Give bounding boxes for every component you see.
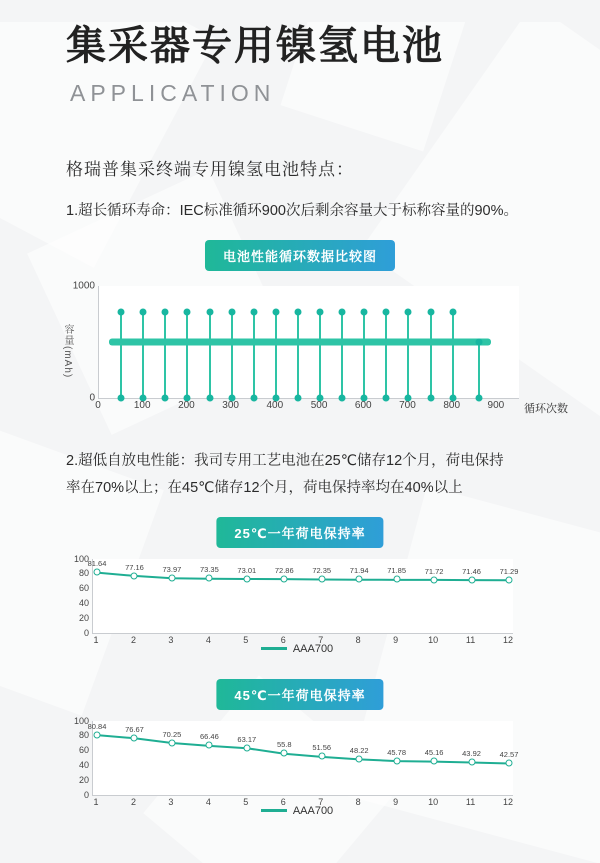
chart-ytick: 100 — [73, 715, 89, 726]
chart-point-label: 45.16 — [424, 748, 444, 758]
chart1-xtick: 700 — [399, 399, 416, 411]
chart-point — [431, 576, 438, 583]
chart-point — [168, 739, 175, 746]
chart-ytick: 80 — [78, 568, 89, 579]
legend-swatch — [261, 809, 287, 812]
chart-point-label: 70.25 — [162, 729, 182, 739]
chart2-title: 25℃一年荷电保持率 — [216, 517, 383, 548]
chart-ytick: 40 — [78, 760, 89, 771]
chart-point — [356, 576, 363, 583]
chart-ytick: 40 — [78, 598, 89, 609]
chart-ytick: 80 — [78, 730, 89, 741]
chart-point-label: 71.29 — [499, 566, 519, 576]
chart-xtick: 2 — [130, 634, 136, 645]
chart1-point — [206, 309, 213, 316]
chart-point-label: 45.78 — [387, 747, 407, 757]
chart-point — [393, 757, 400, 764]
chart1-baseline-bar — [109, 338, 491, 345]
chart-point-label: 73.97 — [162, 564, 182, 574]
chart3-plot — [73, 715, 519, 800]
chart-ytick: 0 — [83, 789, 89, 800]
chart1-stem — [253, 312, 255, 397]
chart-point — [206, 742, 213, 749]
chart-xtick: 10 — [428, 796, 439, 807]
chart-point — [281, 575, 288, 582]
chart1-point — [317, 309, 324, 316]
chart-point-label: 51.56 — [312, 743, 332, 753]
chart-ytick: 20 — [78, 612, 89, 623]
legend-label: AAA700 — [292, 804, 334, 817]
chart-xtick: 1 — [93, 634, 99, 645]
chart1-stem — [186, 312, 188, 397]
chart1-point — [427, 309, 434, 316]
chart1-point — [294, 309, 301, 316]
chart1-stem — [319, 312, 321, 397]
chart2-plot — [73, 553, 519, 638]
chart1-point — [383, 309, 390, 316]
chart-point — [318, 576, 325, 583]
chart-xtick: 9 — [393, 634, 399, 645]
chart1-xaxis — [95, 399, 518, 414]
chart-point-label: 71.72 — [424, 566, 444, 576]
chart-xtick: 3 — [168, 796, 174, 807]
chart-xtick: 2 — [130, 796, 136, 807]
chart-point — [243, 575, 250, 582]
chart-point-label: 81.64 — [87, 559, 107, 569]
feature-point-1: 1.超长循环寿命：IEC标准循环900次后剩余容量大于标称容量的90%。 — [66, 203, 518, 219]
chart-point — [431, 758, 438, 765]
chart1-stem — [142, 312, 144, 397]
chart1-stem — [297, 312, 299, 397]
chart-point-label: 72.35 — [312, 566, 332, 576]
chart-point-label: 63.17 — [237, 734, 257, 744]
chart1-stem — [478, 342, 480, 398]
chart1-stem — [120, 312, 122, 397]
chart-point-label: 72.86 — [274, 565, 294, 575]
chart1-xtick: 200 — [178, 399, 195, 411]
chart-point-label: 71.46 — [462, 566, 481, 576]
chart1-title: 电池性能循环数据比较图 — [205, 240, 395, 271]
chart-point-label: 76.67 — [125, 724, 144, 734]
chart1-stem — [385, 312, 387, 397]
chart-point-label: 73.35 — [199, 565, 219, 575]
chart-point-label: 42.57 — [499, 750, 519, 760]
chart-xtick: 5 — [243, 796, 249, 807]
chart1-point — [272, 309, 279, 316]
page-title: 集采器专用镍氢电池 — [66, 24, 444, 68]
chart1-ytick: 0 — [89, 392, 95, 404]
retention-45c-chart — [62, 717, 532, 827]
retention-25c-chart — [62, 555, 532, 665]
chart-point-label: 55.8 — [276, 740, 292, 750]
chart1-point — [184, 309, 191, 316]
chart-point — [281, 750, 288, 757]
chart1-ylabel: 容量(mAh) — [62, 323, 73, 378]
chart1-point — [228, 309, 235, 316]
chart-xtick: 4 — [205, 634, 211, 645]
chart-point — [468, 759, 475, 766]
chart1-point — [339, 309, 346, 316]
chart-xtick: 7 — [318, 796, 324, 807]
chart-xtick: 11 — [465, 796, 476, 807]
chart-point-label: 71.85 — [387, 566, 407, 576]
chart-ytick: 0 — [83, 627, 89, 638]
legend-label: AAA700 — [292, 642, 334, 655]
chart-ytick: 100 — [73, 553, 89, 564]
chart1-point — [250, 309, 257, 316]
chart-point — [506, 576, 513, 583]
chart-xtick: 8 — [355, 796, 361, 807]
chart1-stem — [341, 312, 343, 397]
lead-text: 格瑞普集采终端专用镍氢电池特点： — [66, 160, 354, 179]
chart-point-label: 77.16 — [125, 562, 144, 572]
chart2-banner — [48, 517, 552, 547]
feature-point-2: 2.超低自放电性能：我司专用工艺电池在25℃储存12个月，荷电保持率在70%以上；在45℃储存12个月，荷电保持率均在40%以上 — [66, 452, 504, 497]
chart-xtick: 4 — [205, 796, 211, 807]
page-subtitle: APPLICATION — [70, 80, 276, 106]
chart1-xtick: 100 — [133, 399, 151, 411]
chart1-plot — [72, 280, 519, 404]
chart-point-label: 73.01 — [237, 565, 257, 575]
chart-xtick: 11 — [465, 634, 476, 645]
chart-point — [168, 574, 175, 581]
chart1-stem — [275, 312, 277, 397]
chart1-stem — [231, 312, 233, 397]
chart-point-label: 71.94 — [349, 566, 369, 576]
chart-xtick: 9 — [393, 796, 399, 807]
chart1-xtick: 400 — [266, 399, 284, 411]
chart-xtick: 8 — [355, 634, 361, 645]
chart1-point — [140, 309, 147, 316]
chart3-banner — [48, 679, 552, 709]
chart-point-label: 66.46 — [199, 732, 219, 742]
chart-xtick: 6 — [280, 634, 286, 645]
chart1-stem — [363, 312, 365, 397]
chart-line — [93, 721, 513, 795]
chart1-banner — [48, 240, 552, 270]
chart-point — [131, 572, 138, 579]
chart-point — [393, 576, 400, 583]
chart1-point — [476, 338, 483, 345]
chart-line — [93, 559, 513, 633]
chart-xtick: 1 — [93, 796, 99, 807]
chart-point — [243, 744, 250, 751]
chart1-point — [361, 309, 368, 316]
legend-swatch — [261, 647, 287, 650]
chart1-stem — [164, 312, 166, 397]
chart1-xtick: 300 — [222, 399, 239, 411]
chart1-stem — [430, 312, 432, 397]
chart-xtick: 10 — [428, 634, 439, 645]
chart-point-label: 43.92 — [462, 749, 481, 759]
chart-xtick: 3 — [168, 634, 174, 645]
chart3-title: 45℃一年荷电保持率 — [216, 679, 383, 710]
chart1-point — [449, 309, 456, 316]
chart1-xtick: 800 — [443, 399, 461, 411]
chart1-point — [118, 309, 125, 316]
page — [0, 22, 600, 863]
chart-point-label: 48.22 — [349, 745, 369, 755]
chart1-stem — [452, 312, 454, 397]
chart-point — [206, 575, 213, 582]
chart-xtick: 12 — [502, 796, 514, 807]
chart-point — [468, 576, 475, 583]
chart1-stem — [209, 312, 211, 397]
chart-point — [94, 731, 101, 738]
chart-point — [506, 760, 513, 767]
chart-ytick: 20 — [78, 774, 89, 785]
chart-point — [318, 753, 325, 760]
cycle-capacity-chart — [62, 280, 568, 430]
chart-point — [356, 755, 363, 762]
chart-point — [94, 569, 101, 576]
chart1-xtick: 600 — [354, 399, 372, 411]
chart-point — [131, 734, 138, 741]
chart1-xtick: 0 — [95, 399, 101, 411]
chart-point-label: 80.84 — [87, 721, 107, 731]
chart1-point — [162, 309, 169, 316]
chart-ytick: 60 — [78, 583, 89, 594]
chart1-xlabel: 循环次数 — [524, 402, 568, 415]
chart1-stem — [407, 312, 409, 397]
chart-xtick: 12 — [502, 634, 514, 645]
chart-ytick: 60 — [78, 745, 89, 756]
chart1-point — [405, 309, 412, 316]
chart1-xtick: 900 — [487, 399, 505, 411]
chart1-ytick: 1000 — [72, 280, 95, 292]
chart-xtick: 7 — [318, 634, 324, 645]
chart-xtick: 6 — [280, 796, 286, 807]
chart-xtick: 5 — [243, 634, 249, 645]
chart1-xtick: 500 — [310, 399, 328, 411]
